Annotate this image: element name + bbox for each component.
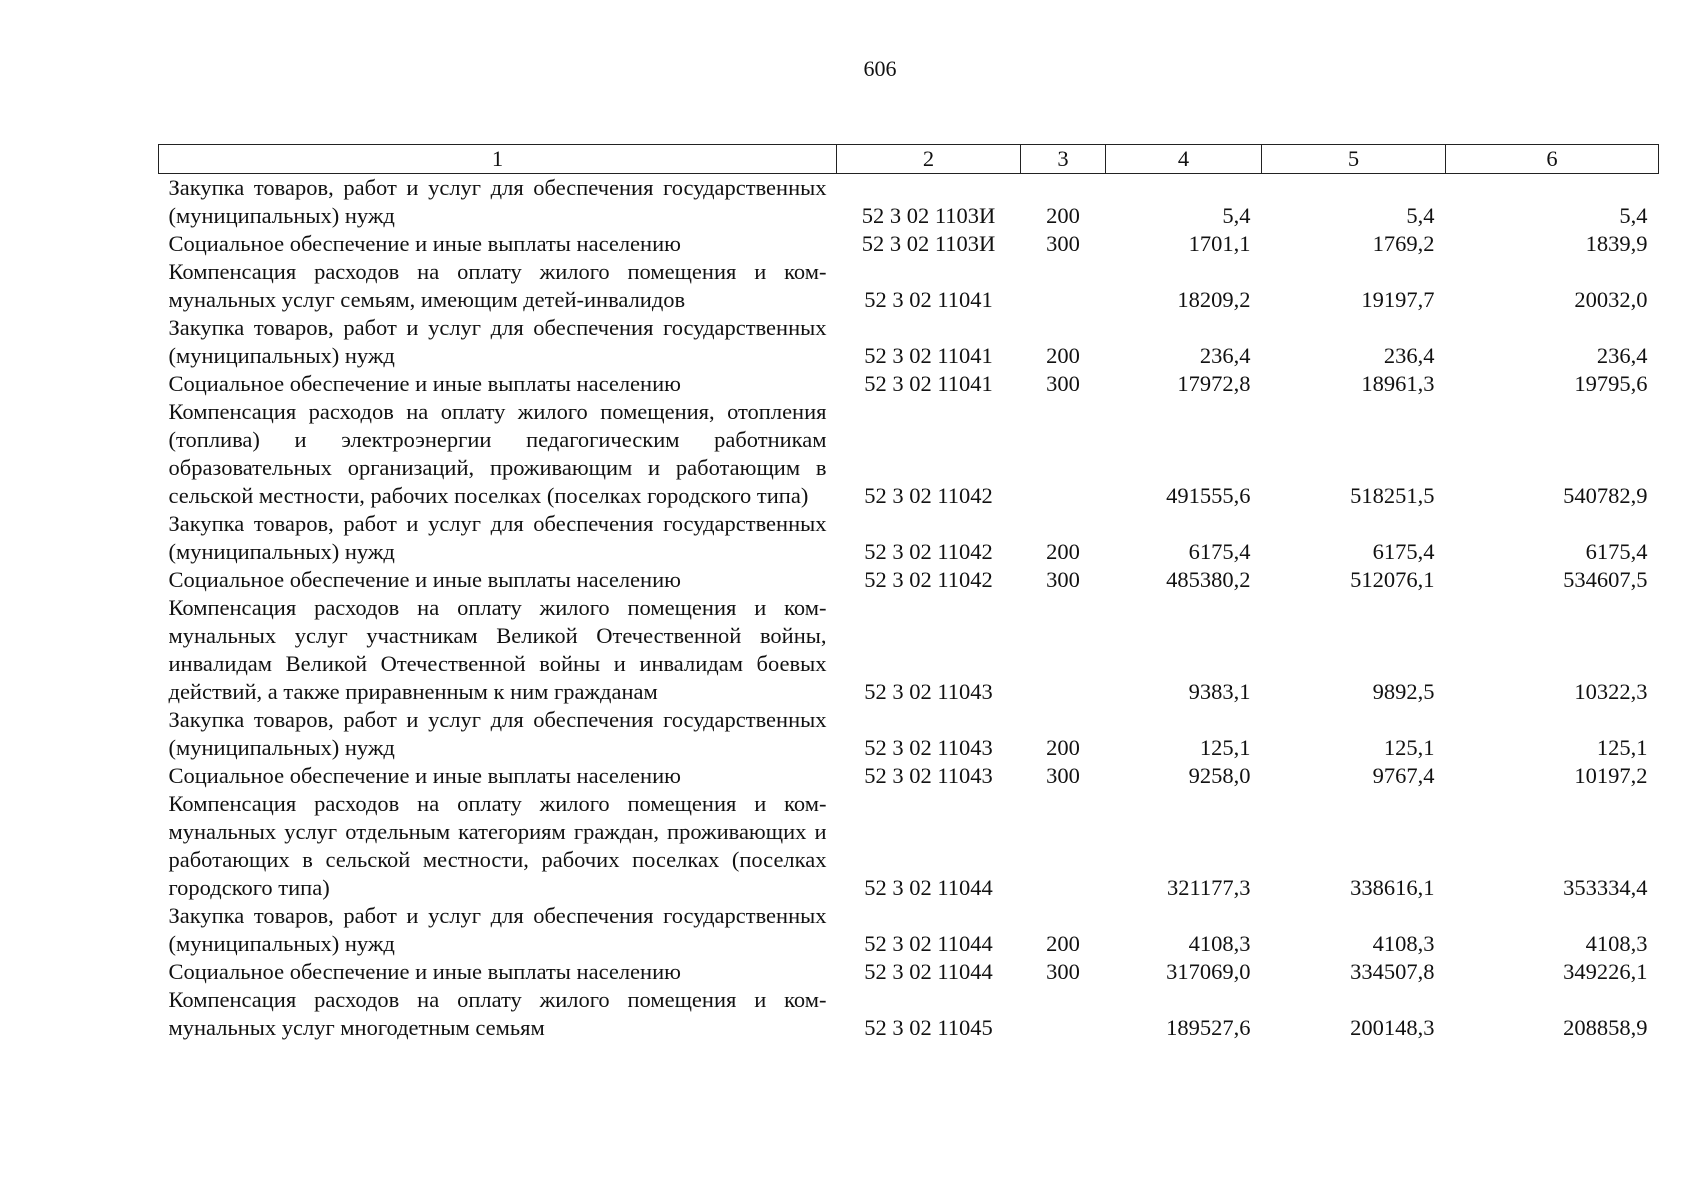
table-row xyxy=(159,902,1659,958)
table-row xyxy=(159,594,1659,706)
expense-type xyxy=(1021,258,1106,314)
expense-type: 300 xyxy=(1046,567,1080,592)
expense-name: Социальное обеспечение и иные выплаты населению xyxy=(168,231,681,256)
amount-col4: 6175,4 xyxy=(1188,539,1251,564)
expense-name: Закупка товаров, работ и услуг для обеспечения государственных (муниципальных) нужд xyxy=(168,903,827,956)
header-cell-6: 6 xyxy=(1446,145,1659,174)
expense-type: 300 xyxy=(1046,231,1080,256)
target-code: 52 3 02 11045 xyxy=(864,1015,993,1040)
expense-name: Компенсация расходов на оплату жилого помещения и коммунальных услуг многодетным семьям xyxy=(168,987,827,1040)
amount-col5: 4108,3 xyxy=(1372,931,1435,956)
header-cell-5: 5 xyxy=(1262,145,1446,174)
expense-name: Компенсация расходов на оплату жилого помещения, отопления (топлива) и электроэнергии педагогическим работникам образовательных организаций, проживающим и работающим в сельской местности, рабочих поселках (поселках городского типа) xyxy=(168,399,827,508)
amount-col5: 334507,8 xyxy=(1350,959,1435,984)
expense-type: 300 xyxy=(1046,959,1080,984)
header-cell-1: 1 xyxy=(159,145,837,174)
amount-col5: 18961,3 xyxy=(1361,371,1435,396)
amount-col6: 353334,4 xyxy=(1563,875,1648,900)
amount-col5: 236,4 xyxy=(1383,343,1435,368)
table-row xyxy=(159,258,1659,314)
header-cell-4: 4 xyxy=(1106,145,1262,174)
expense-name: Компенсация расходов на оплату жилого помещения и коммунальных услуг отдельным категориям граждан, проживающих и работающих в сельской местности, рабочих поселках (поселках городского типа) xyxy=(168,791,827,900)
target-code: 52 3 02 11042 xyxy=(864,567,993,592)
expense-type: 200 xyxy=(1046,343,1080,368)
target-code: 52 3 02 11041 xyxy=(864,371,993,396)
expense-type xyxy=(1021,398,1106,510)
target-code: 52 3 02 11043 xyxy=(864,735,993,760)
expense-type xyxy=(1021,986,1106,1042)
expense-name: Социальное обеспечение и иные выплаты населению xyxy=(168,763,681,788)
target-code: 52 3 02 11042 xyxy=(864,483,993,508)
amount-col5: 512076,1 xyxy=(1350,567,1435,592)
amount-col4: 17972,8 xyxy=(1177,371,1251,396)
target-code: 52 3 02 11043 xyxy=(864,763,993,788)
amount-col6: 5,4 xyxy=(1619,203,1648,228)
target-code: 52 3 02 11042 xyxy=(864,539,993,564)
amount-col4: 18209,2 xyxy=(1177,287,1251,312)
target-code: 52 3 02 11044 xyxy=(864,931,993,956)
expense-type: 300 xyxy=(1046,371,1080,396)
amount-col4: 125,1 xyxy=(1199,735,1251,760)
amount-col4: 485380,2 xyxy=(1166,567,1251,592)
amount-col5: 1769,2 xyxy=(1372,231,1435,256)
expense-name: Закупка товаров, работ и услуг для обеспечения государственных (муниципальных) нужд xyxy=(168,511,827,564)
table-row xyxy=(159,510,1659,566)
amount-col6: 125,1 xyxy=(1596,735,1648,760)
amount-col4: 317069,0 xyxy=(1166,959,1251,984)
amount-col4: 321177,3 xyxy=(1166,875,1251,900)
amount-col6: 236,4 xyxy=(1596,343,1648,368)
table-row xyxy=(159,986,1659,1042)
amount-col4: 491555,6 xyxy=(1166,483,1251,508)
expense-name: Закупка товаров, работ и услуг для обеспечения государственных (муниципальных) нужд xyxy=(168,175,827,228)
table-row xyxy=(159,230,1659,258)
amount-col6: 10197,2 xyxy=(1574,763,1648,788)
expense-name: Социальное обеспечение и иные выплаты населению xyxy=(168,567,681,592)
table-row xyxy=(159,706,1659,762)
target-code: 52 3 02 11044 xyxy=(864,875,993,900)
amount-col6: 10322,3 xyxy=(1574,679,1648,704)
target-code: 52 3 02 11044 xyxy=(864,959,993,984)
expense-type xyxy=(1021,594,1106,706)
amount-col5: 338616,1 xyxy=(1350,875,1435,900)
amount-col6: 349226,1 xyxy=(1563,959,1648,984)
amount-col6: 20032,0 xyxy=(1574,287,1648,312)
expense-type xyxy=(1021,790,1106,902)
expense-type: 300 xyxy=(1046,763,1080,788)
page-number: 606 xyxy=(863,56,897,81)
expense-type: 200 xyxy=(1046,735,1080,760)
table-row xyxy=(159,762,1659,790)
expense-name: Компенсация расходов на оплату жилого помещения и коммунальных услуг участникам Великой Отечественной войны, инвалидам Великой Отечественной войны и инвалидам боевых действий, а также приравненным к ним гражданам xyxy=(168,595,827,704)
expense-name: Социальное обеспечение и иные выплаты населению xyxy=(168,959,681,984)
expense-name: Закупка товаров, работ и услуг для обеспечения государственных (муниципальных) нужд xyxy=(168,315,827,368)
amount-col4: 4108,3 xyxy=(1188,931,1251,956)
amount-col4: 5,4 xyxy=(1222,203,1251,228)
amount-col6: 6175,4 xyxy=(1585,539,1648,564)
target-code: 52 3 02 11041 xyxy=(864,343,993,368)
amount-col5: 200148,3 xyxy=(1350,1015,1435,1040)
amount-col6: 19795,6 xyxy=(1574,371,1648,396)
header-cell-3: 3 xyxy=(1021,145,1106,174)
target-code: 52 3 02 1103И xyxy=(861,231,996,256)
amount-col5: 19197,7 xyxy=(1361,287,1435,312)
amount-col5: 518251,5 xyxy=(1350,483,1435,508)
amount-col6: 208858,9 xyxy=(1563,1015,1648,1040)
expense-name: Компенсация расходов на оплату жилого помещения и коммунальных услуг семьям, имеющим детей-инвалидов xyxy=(168,259,827,312)
amount-col4: 1701,1 xyxy=(1188,231,1251,256)
table-row xyxy=(159,314,1659,370)
header-row xyxy=(159,145,1659,174)
table-row xyxy=(159,958,1659,986)
amount-col5: 125,1 xyxy=(1383,735,1435,760)
amount-col5: 9767,4 xyxy=(1372,763,1435,788)
expense-type: 200 xyxy=(1046,539,1080,564)
table-body xyxy=(159,174,1659,1043)
table-row xyxy=(159,174,1659,231)
amount-col5: 5,4 xyxy=(1406,203,1435,228)
target-code: 52 3 02 11043 xyxy=(864,679,993,704)
amount-col5: 9892,5 xyxy=(1372,679,1435,704)
amount-col4: 9258,0 xyxy=(1188,763,1251,788)
target-code: 52 3 02 1103И xyxy=(861,203,996,228)
header-cell-2: 2 xyxy=(837,145,1021,174)
table-row xyxy=(159,370,1659,398)
amount-col4: 9383,1 xyxy=(1188,679,1251,704)
amount-col6: 1839,9 xyxy=(1585,231,1648,256)
table-row xyxy=(159,790,1659,902)
amount-col4: 236,4 xyxy=(1199,343,1251,368)
table-row xyxy=(159,398,1659,510)
expense-type: 200 xyxy=(1046,203,1080,228)
expense-type: 200 xyxy=(1046,931,1080,956)
budget-table xyxy=(158,144,1659,1042)
amount-col6: 534607,5 xyxy=(1563,567,1648,592)
target-code: 52 3 02 11041 xyxy=(864,287,993,312)
expense-name: Закупка товаров, работ и услуг для обеспечения государственных (муниципальных) нужд xyxy=(168,707,827,760)
amount-col6: 540782,9 xyxy=(1563,483,1648,508)
table-row xyxy=(159,566,1659,594)
amount-col4: 189527,6 xyxy=(1166,1015,1251,1040)
expense-name: Социальное обеспечение и иные выплаты населению xyxy=(168,371,681,396)
amount-col6: 4108,3 xyxy=(1585,931,1648,956)
amount-col5: 6175,4 xyxy=(1372,539,1435,564)
